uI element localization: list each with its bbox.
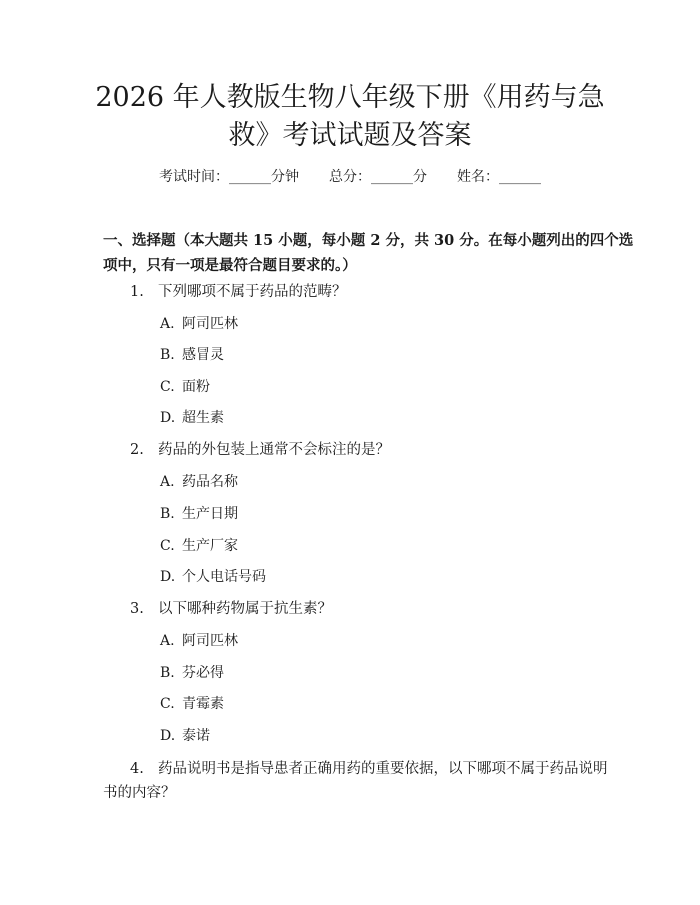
section-heading-line-1: 一、选择题（本大题共 15 小题，每小题 2 分，共 30 分。在每小题列出的四个选	[103, 232, 634, 249]
option-letter: C.	[160, 696, 175, 712]
option-2b	[160, 503, 238, 525]
option-letter: A.	[160, 474, 175, 490]
question-text: 药品的外包装上通常不会标注的是？	[158, 442, 390, 458]
page-title-line-1: 2026 年人教版生物八年级下册《用药与急	[95, 82, 605, 113]
option-3b	[160, 662, 224, 684]
option-letter: A.	[160, 633, 175, 649]
option-1d	[160, 407, 224, 429]
option-text: 芬必得	[182, 665, 224, 681]
option-3c	[160, 693, 224, 715]
question-number: 1.	[130, 284, 144, 300]
exam-total-score: 总分：______分	[329, 169, 427, 185]
option-text: 阿司匹林	[182, 633, 238, 649]
option-text: 感冒灵	[182, 347, 224, 363]
question-3	[130, 598, 332, 620]
question-text: 下列哪项不属于药品的范畴？	[158, 284, 347, 300]
option-3a	[160, 630, 238, 652]
section-heading-line-2: 项中，只有一项是最符合题目要求的。）	[103, 257, 357, 274]
page-title-line-2: 救》考试试题及答案	[228, 120, 472, 151]
option-text: 青霉素	[182, 696, 224, 712]
option-letter: B.	[160, 506, 175, 522]
option-text: 生产厂家	[182, 538, 238, 554]
option-text: 超生素	[182, 410, 224, 426]
option-2c	[160, 535, 238, 557]
question-text: 以下哪种药物属于抗生素？	[158, 601, 332, 617]
option-letter: D.	[160, 569, 176, 585]
question-2	[130, 439, 390, 461]
option-letter: B.	[160, 347, 175, 363]
option-letter: D.	[160, 410, 176, 426]
exam-name-field: 姓名：______	[457, 169, 541, 185]
option-text: 阿司匹林	[182, 316, 238, 332]
option-2a	[160, 471, 238, 493]
exam-meta	[0, 166, 700, 188]
option-3d	[160, 725, 210, 747]
option-letter: B.	[160, 665, 175, 681]
option-1c	[160, 376, 210, 398]
option-letter: A.	[160, 316, 175, 332]
option-letter: C.	[160, 538, 175, 554]
option-1a	[160, 313, 238, 335]
question-4	[103, 757, 608, 805]
question-number: 4.	[130, 761, 144, 777]
question-number: 3.	[130, 601, 144, 617]
option-text: 药品名称	[182, 474, 238, 490]
option-letter: C.	[160, 379, 175, 395]
option-text: 面粉	[182, 379, 210, 395]
option-letter: D.	[160, 728, 176, 744]
question-number: 2.	[130, 442, 144, 458]
option-1b	[160, 344, 224, 366]
question-text: 药品说明书是指导患者正确用药的重要依据，以下哪项不属于药品说明书的内容？	[103, 761, 608, 801]
option-2d	[160, 566, 266, 588]
option-text: 个人电话号码	[182, 569, 266, 585]
exam-time: 考试时间：______分钟	[159, 169, 299, 185]
option-text: 生产日期	[182, 506, 238, 522]
option-text: 泰诺	[182, 728, 210, 744]
question-1	[130, 281, 347, 303]
